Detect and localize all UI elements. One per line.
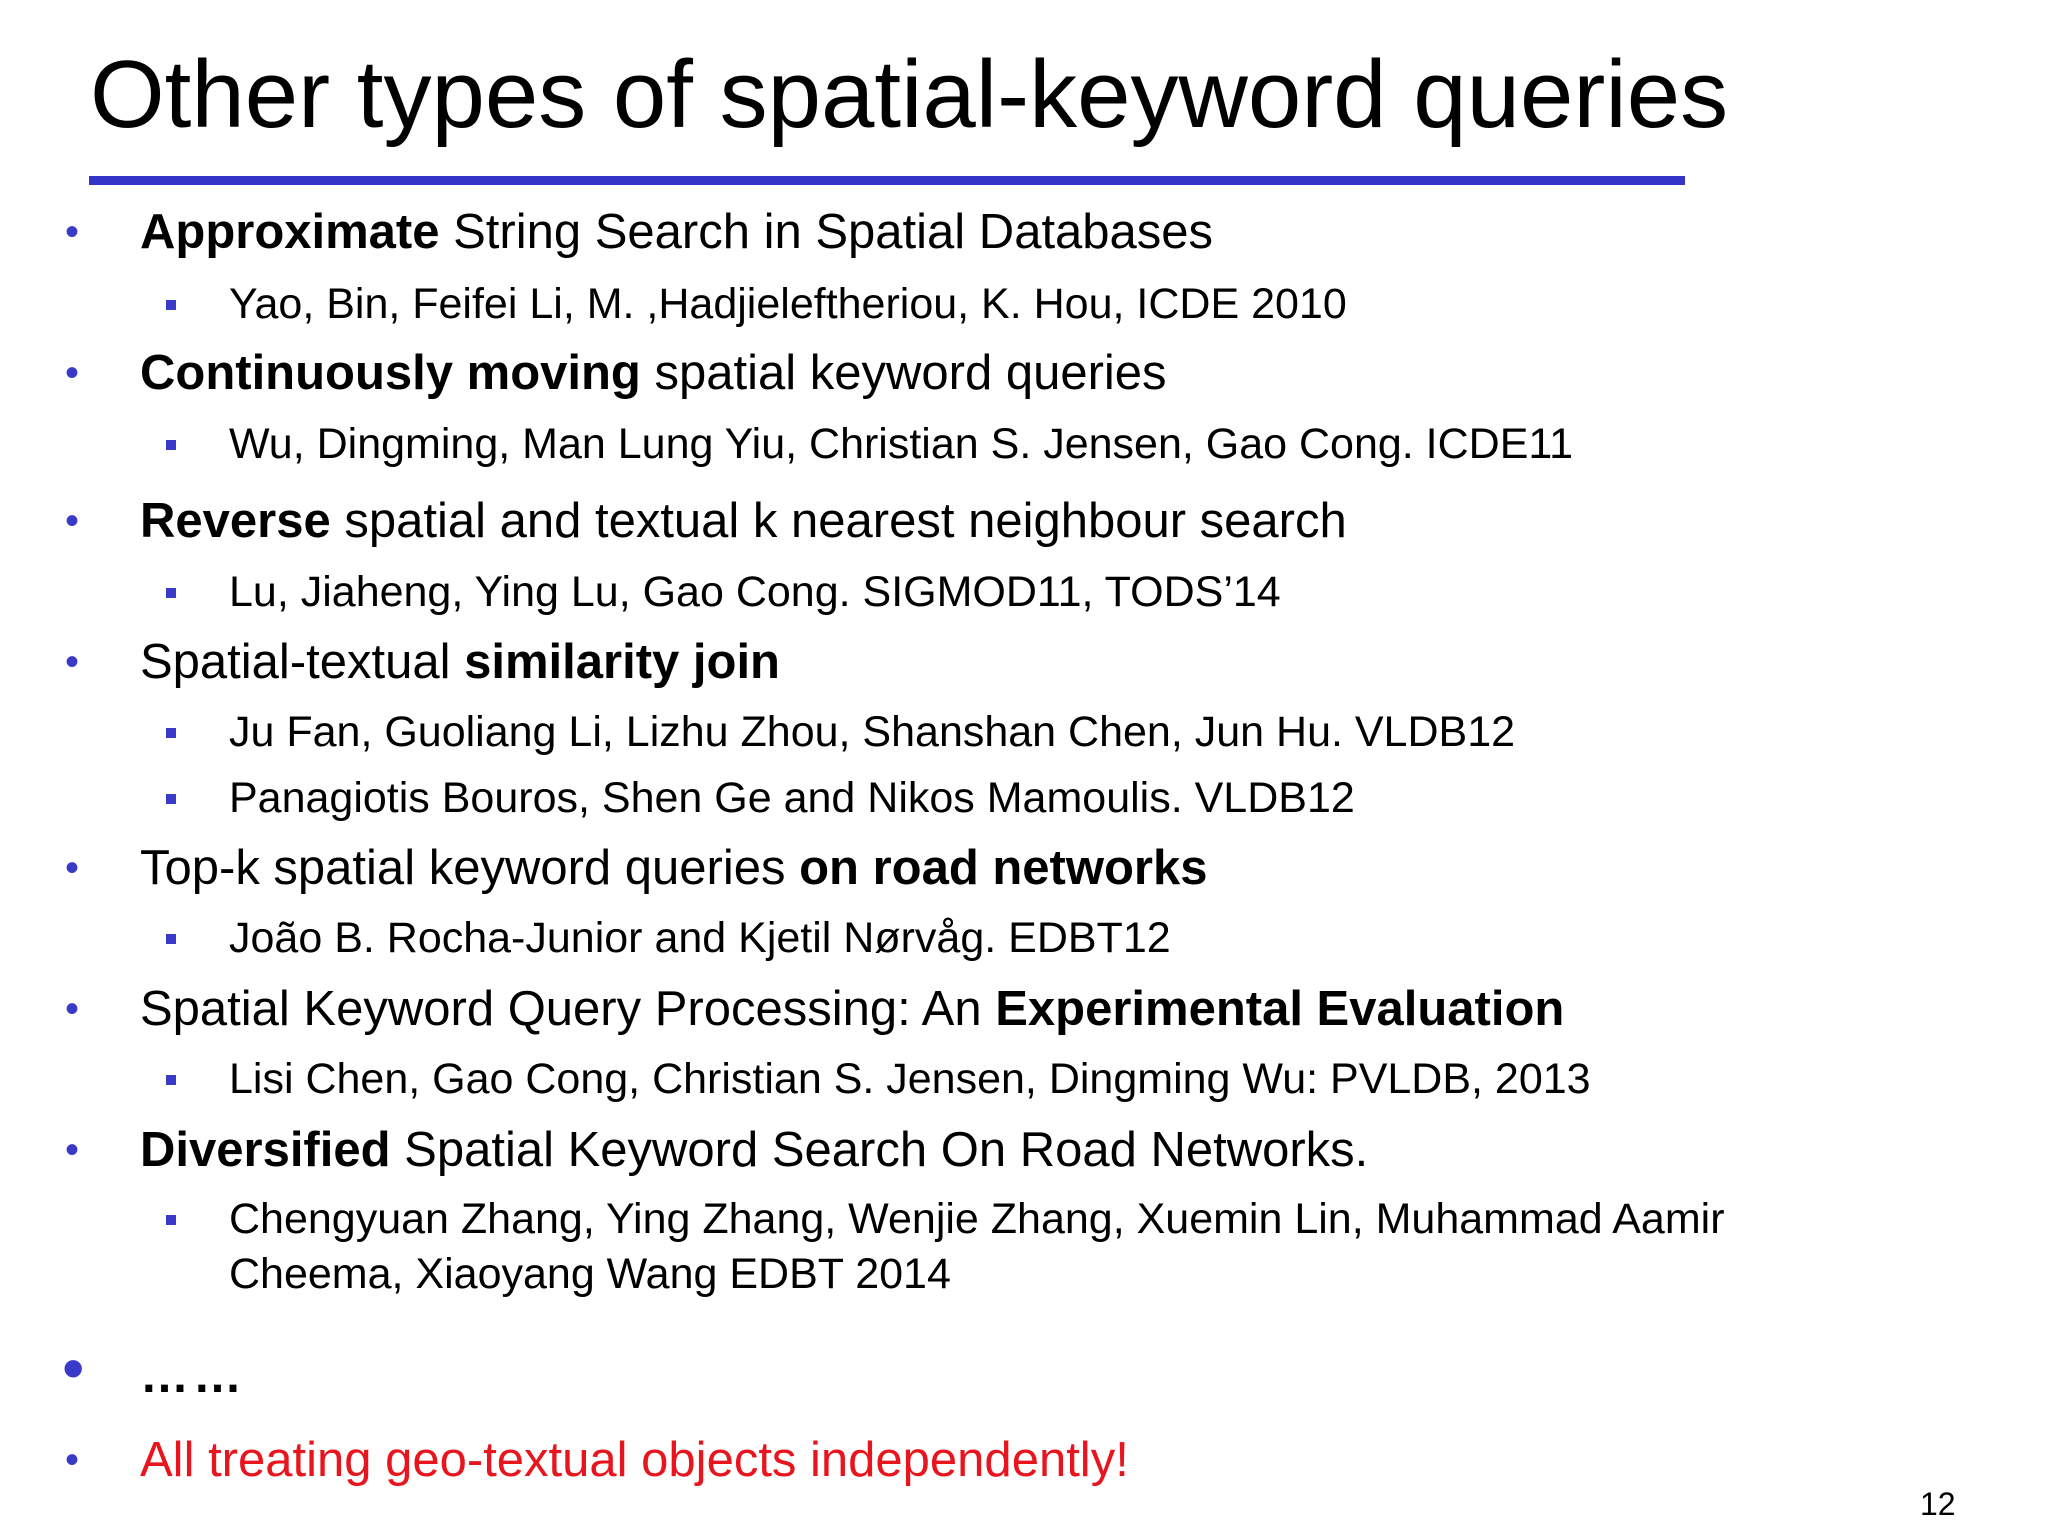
item-text: Spatial Keyword Query Processing: An — [140, 982, 996, 1036]
bullet-text — [140, 345, 1167, 401]
item-text: Spatial Keyword Search On Road Networks. — [390, 1123, 1369, 1177]
item-text: Spatial-textual — [140, 635, 465, 689]
page-number: 12 — [1920, 1486, 1956, 1522]
square-bullet-icon — [166, 1215, 176, 1225]
bullet-text — [140, 493, 1347, 549]
ellipsis-text: …… — [140, 1349, 246, 1403]
reference-text: Ju Fan, Guoliang Li, Lizhu Zhou, Shanshan Chen, Jun Hu. VLDB12 — [229, 708, 1516, 756]
reference-text: Wu, Dingming, Man Lung Yiu, Christian S. Jensen, Gao Cong. ICDE11 — [229, 420, 1574, 468]
square-bullet-icon — [166, 588, 176, 598]
bold-keyword: Experimental Evaluation — [995, 982, 1565, 1036]
reference-text: João B. Rocha-Junior and Kjetil Nørvåg. EDBT12 — [229, 914, 1171, 962]
bullet-text — [140, 840, 1207, 896]
reference-text: Yao, Bin, Feifei Li, M. ,Hadjieleftheriou, K. Hou, ICDE 2010 — [229, 280, 1347, 328]
conclusion-text: All treating geo-textual objects independently! — [140, 1433, 1129, 1487]
reference-text: Panagiotis Bouros, Shen Ge and Nikos Mamoulis. VLDB12 — [229, 774, 1355, 822]
bullet-dot-icon: • — [64, 499, 79, 543]
bullet-dot-icon: • — [64, 1128, 79, 1172]
bullet-dot-icon: • — [64, 210, 79, 254]
bullet-dot-icon: • — [64, 1438, 79, 1482]
square-bullet-icon — [166, 1075, 176, 1085]
reference-text: Chengyuan Zhang, Ying Zhang, Wenjie Zhang, Xuemin Lin, Muhammad Aamir — [229, 1195, 1725, 1243]
bold-keyword: similarity join — [464, 635, 780, 689]
square-bullet-icon — [166, 728, 176, 738]
bullet-text — [140, 634, 780, 690]
item-text: Top-k spatial keyword queries — [140, 841, 800, 895]
reference-text: Lu, Jiaheng, Ying Lu, Gao Cong. SIGMOD11, TODS’14 — [229, 568, 1281, 616]
square-bullet-icon — [166, 794, 176, 804]
bold-keyword: Reverse — [140, 494, 331, 548]
bullet-dot-icon: • — [64, 640, 79, 684]
square-bullet-icon — [166, 934, 176, 944]
bold-keyword: on road networks — [799, 841, 1208, 895]
title-underline — [89, 176, 1685, 185]
bullet-text — [140, 1122, 1368, 1178]
bullet-text — [140, 204, 1213, 260]
item-text: String Search in Spatial Databases — [439, 205, 1214, 259]
bullet-dot-icon: • — [64, 351, 79, 395]
square-bullet-icon — [166, 300, 176, 310]
reference-text: Cheema, Xiaoyang Wang EDBT 2014 — [229, 1250, 951, 1298]
square-bullet-icon — [166, 440, 176, 450]
bullet-text — [140, 981, 1564, 1037]
reference-text: Lisi Chen, Gao Cong, Christian S. Jensen, Dingming Wu: PVLDB, 2013 — [229, 1055, 1591, 1103]
slide-title: Other types of spatial-keyword queries — [90, 41, 1729, 148]
bullet-dot-icon: • — [64, 846, 79, 890]
bullet-dot-icon: • — [62, 1332, 85, 1404]
bold-keyword: Diversified — [140, 1123, 391, 1177]
item-text: spatial keyword queries — [640, 346, 1167, 400]
bullet-dot-icon: • — [64, 987, 79, 1031]
bold-keyword: Continuously moving — [140, 346, 641, 400]
item-text: spatial and textual k nearest neighbour search — [330, 494, 1347, 548]
bold-keyword: Approximate — [140, 205, 440, 259]
